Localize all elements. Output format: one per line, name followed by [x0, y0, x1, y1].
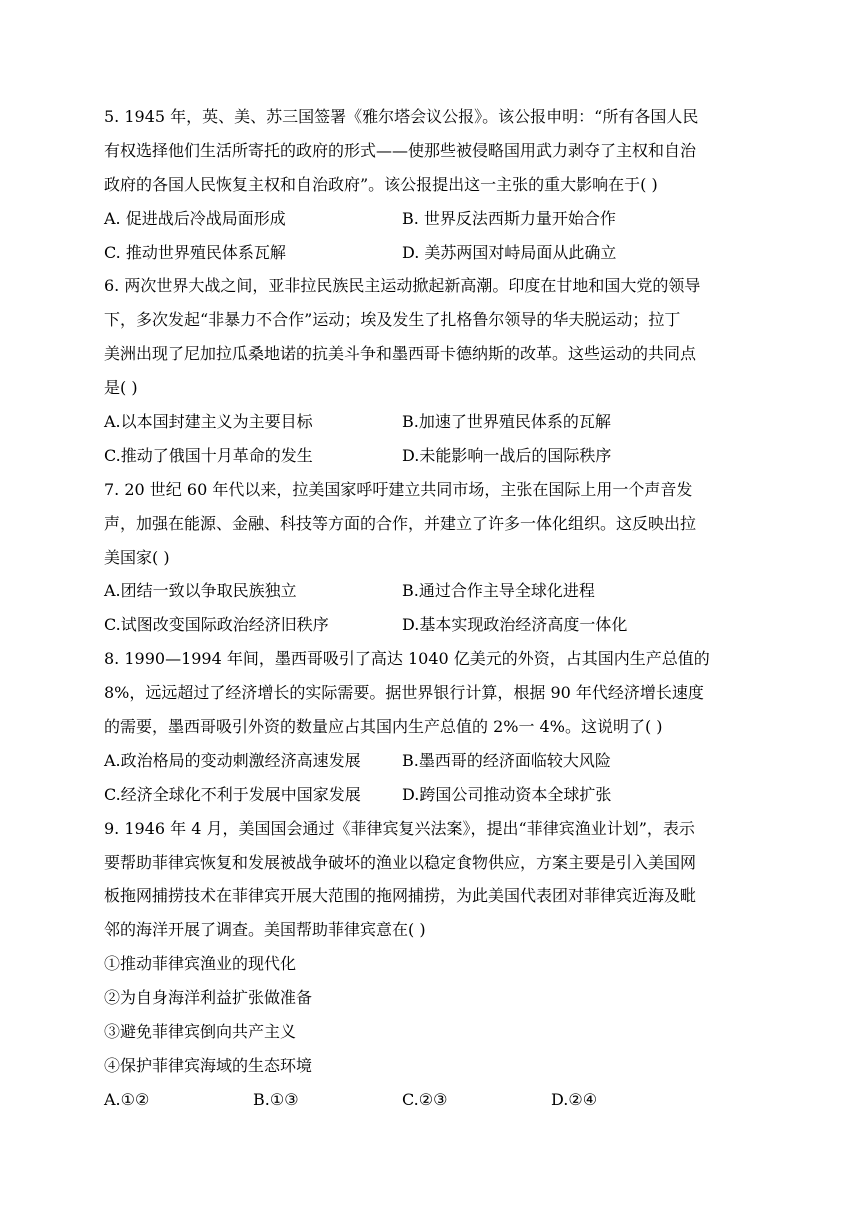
question-9-stem-line-3: 板拖网捕捞技术在菲律宾开展大范围的拖网捕捞，为此美国代表团对菲律宾近海及毗	[104, 886, 697, 906]
question-8-option-b: B.墨西哥的经济面临较大风险	[402, 750, 611, 770]
question-8	[104, 642, 756, 811]
question-5-option-b: B. 世界反法西斯力量开始合作	[402, 208, 616, 228]
question-7-option-a: A.团结一致以争取民族独立	[104, 581, 297, 601]
question-8-option-a: A.政治格局的变动刺激经济高速发展	[104, 750, 361, 770]
question-7-options-row-1	[104, 574, 756, 608]
question-9-option-d: D.②④	[551, 1089, 598, 1109]
question-5-options-row-1	[104, 202, 756, 236]
question-9-options-row	[104, 1083, 756, 1117]
question-8-stem-line-1: 8. 1990—1994 年间，墨西哥吸引了高达 1040 亿美元的外资，占其国内生产总值的	[104, 649, 710, 669]
question-9-option-a: A.①②	[104, 1089, 150, 1109]
question-6-option-c: C.推动了俄国十月革命的发生	[104, 445, 313, 465]
question-6	[104, 269, 756, 472]
question-9-stem-line-4: 邻的海洋开展了调查。美国帮助菲律宾意在( )	[104, 920, 426, 940]
question-7-stem-line-1: 7. 20 世纪 60 年代以来，拉美国家呼吁建立共同市场，主张在国际上用一个声音发	[104, 479, 693, 499]
question-7-option-c: C.试图改变国际政治经济旧秩序	[104, 615, 329, 635]
question-9-option-c: C.②③	[402, 1089, 448, 1109]
question-5-options-row-2	[104, 236, 756, 270]
question-9-stem-line-1: 9. 1946 年 4 月，美国国会通过《菲律宾复兴法案》，提出“菲律宾渔业计划”，表示	[104, 818, 695, 838]
question-9	[104, 812, 756, 1117]
question-9-statement-4: ④保护菲律宾海域的生态环境	[104, 1055, 313, 1075]
question-sheet	[104, 100, 756, 1117]
question-8-stem-line-2: 8%，远远超过了经济增长的实际需要。据世界银行计算，根据 90 年代经济增长速度	[104, 683, 704, 703]
question-7-stem-line-2: 声，加强在能源、金融、科技等方面的合作，并建立了许多一体化组织。这反映出拉	[104, 513, 697, 533]
question-9-option-b: B.①③	[253, 1089, 299, 1109]
question-7-stem-line-3: 美国家( )	[104, 547, 170, 567]
question-6-option-d: D.未能影响一战后的国际秩序	[402, 445, 612, 465]
question-9-statement-3: ③避免菲律宾倒向共产主义	[104, 1022, 297, 1042]
question-9-statement-2: ②为自身海洋利益扩张做准备	[104, 988, 313, 1008]
question-8-options-row-1	[104, 744, 756, 778]
question-9-stem-line-2: 要帮助菲律宾恢复和发展被战争破坏的渔业以稳定食物供应，方案主要是引入美国网	[104, 852, 697, 872]
question-5-stem-line-1: 5. 1945 年，英、美、苏三国签署《雅尔塔会议公报》。该公报申明：“所有各国人民	[104, 107, 699, 126]
question-8-stem-line-3: 的需要，墨西哥吸引外资的数量应占其国内生产总值的 2%一 4%。这说明了( )	[104, 717, 663, 737]
question-6-stem-line-2: 下，多次发起“非暴力不合作”运动；埃及发生了扎格鲁尔领导的华夫脱运动；拉丁	[104, 310, 681, 330]
question-7-option-b: B.通过合作主导全球化进程	[402, 581, 595, 601]
question-6-option-a: A.以本国封建主义为主要目标	[104, 412, 313, 432]
question-5-stem-line-2: 有权选择他们生活所寄托的政府的形式——使那些被侵略国用武力剥夺了主权和自治	[104, 140, 697, 160]
question-8-option-d: D.跨国公司推动资本全球扩张	[402, 784, 612, 804]
question-6-option-b: B.加速了世界殖民体系的瓦解	[402, 412, 611, 432]
question-7-options-row-2	[104, 608, 756, 642]
question-9-statement-1: ①推动菲律宾渔业的现代化	[104, 954, 297, 974]
question-7-option-d: D.基本实现政治经济高度一体化	[402, 615, 628, 635]
question-5-option-d: D. 美苏两国对峙局面从此确立	[402, 242, 617, 262]
question-6-stem-line-4: 是( )	[104, 378, 138, 398]
question-5	[104, 100, 756, 269]
question-5-option-a: A. 促进战后冷战局面形成	[104, 208, 286, 228]
question-7	[104, 473, 756, 642]
question-6-options-row-1	[104, 405, 756, 439]
question-6-options-row-2	[104, 439, 756, 473]
question-5-stem-line-3: 政府的各国人民恢复主权和自治政府”。该公报提出这一主张的重大影响在于( )	[104, 174, 658, 194]
question-6-stem-line-1: 6. 两次世界大战之间，亚非拉民族民主运动掀起新高潮。印度在甘地和国大党的领导	[104, 276, 701, 296]
question-8-options-row-2	[104, 778, 756, 812]
question-8-option-c: C.经济全球化不利于发展中国家发展	[104, 784, 361, 804]
question-5-option-c: C. 推动世界殖民体系瓦解	[104, 242, 286, 262]
question-6-stem-line-3: 美洲出现了尼加拉瓜桑地诺的抗美斗争和墨西哥卡德纳斯的改革。这些运动的共同点	[104, 344, 697, 364]
